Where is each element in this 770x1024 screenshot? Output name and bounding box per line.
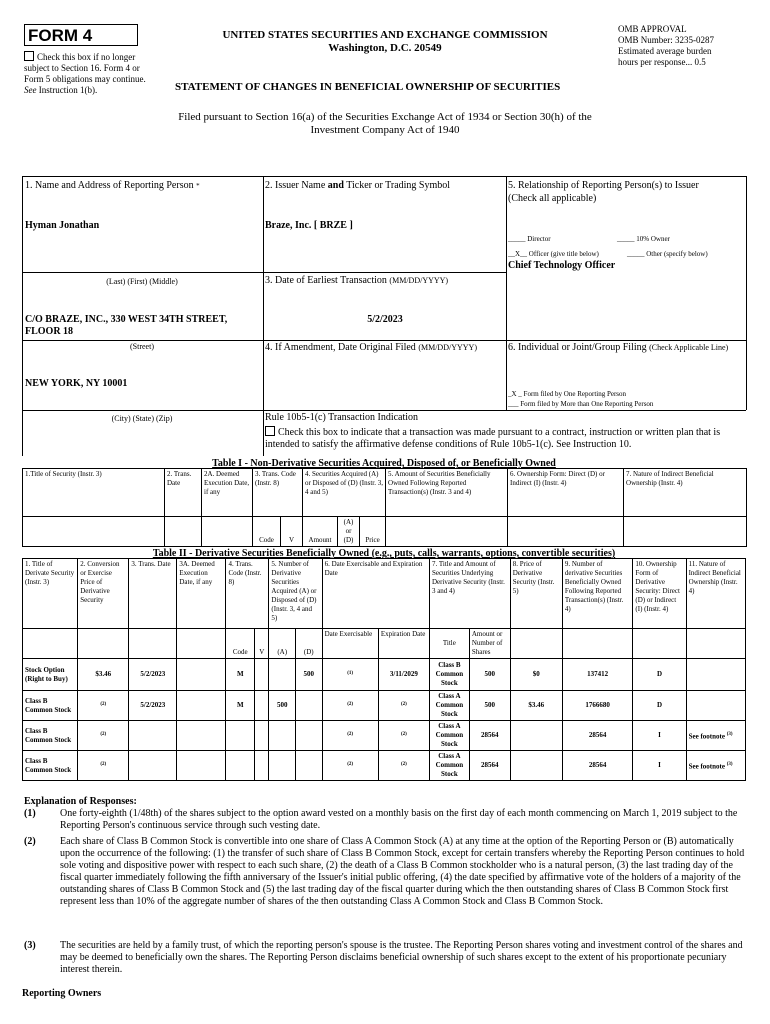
- t2-cell-underlying-amount: 28564: [469, 751, 510, 781]
- street-sublabel: (Street): [130, 342, 154, 351]
- t2-cell-ownership-form: I: [633, 751, 686, 781]
- box3-label: 3. Date of Earliest Transaction (MM/DD/YYYY): [265, 275, 449, 286]
- section16-see: See: [24, 85, 37, 95]
- t1-h-acquired: 4. Securities Acquired (A) or Disposed of (D) (Instr. 3, 4 and 5): [303, 469, 386, 517]
- footnote-ref: (1): [347, 670, 354, 676]
- t2-cell-trans-date: [129, 721, 177, 751]
- explanation-text: One forty-eighth (1/48th) of the shares subject to the option award vested on a monthly basis on the first day of each month commencing on March 1, 2019 subject to the Reporting Person's continuous service through such vesting date.: [60, 808, 738, 831]
- table1: [22, 468, 747, 547]
- t2-sub-code: Code: [226, 629, 255, 659]
- city-sublabel: (City) (State) (Zip): [111, 414, 173, 423]
- omb-number: OMB Number: 3235-0287: [618, 35, 714, 45]
- agency-location: Washington, D.C. 20549: [328, 42, 442, 54]
- nature-text: See footnote: [688, 762, 725, 771]
- t2-cell-date-exercisable: [322, 659, 378, 691]
- t1-h-deemed: 2A. Deemed Execution Date, if any: [202, 469, 253, 517]
- t2-cell-owned-following: 137412: [562, 659, 633, 691]
- rule10b-block[interactable]: [265, 426, 743, 451]
- omb-burden-line1: Estimated average burden: [618, 46, 712, 56]
- t2-cell-expiration-date: 3/11/2029: [378, 659, 429, 691]
- table2-title: Table II - Derivative Securities Beneficially Owned (e.g., puts, calls, warrants, options, convertible securities): [152, 548, 616, 559]
- t2-cell-date-exercisable: [322, 721, 378, 751]
- t2-cell-conv-price: [78, 691, 129, 721]
- footnote-ref: (2): [100, 761, 107, 767]
- box3-sublabel: (MM/DD/YYYY): [389, 276, 449, 285]
- section16-text: Check this box if no longer subject to Section 16. Form 4 or Form 5 obligations may continue.: [24, 52, 146, 84]
- form-title: FORM 4: [28, 26, 93, 45]
- t2-cell-deemed-date: [177, 751, 226, 781]
- t1-sub-a-or-d: (A) or (D): [338, 517, 360, 547]
- t2-cell-deriv-price: [510, 721, 562, 751]
- omb-approval: OMB APPROVAL: [618, 24, 687, 34]
- t1-h-ownership: 6. Ownership Form: Direct (D) or Indirect (I) (Instr. 4): [508, 469, 624, 517]
- t2-cell-conv-price: $3.46: [78, 659, 129, 691]
- box6-label: 6. Individual or Joint/Group Filing (Check Applicable Line): [508, 342, 729, 353]
- street-value-line1: C/O BRAZE, INC., 330 WEST 34TH STREET,: [25, 314, 228, 325]
- t1-h-amount: 5. Amount of Securities Beneficially Owned Following Reported Transaction(s) (Instr. 3 and 4): [386, 469, 508, 517]
- city-value: NEW YORK, NY 10001: [25, 378, 128, 389]
- t2-cell-acquired: [269, 751, 296, 781]
- t2-cell-deriv-price: $0: [510, 659, 562, 691]
- box4-label: 4. If Amendment, Date Original Filed (MM/DD/YYYY): [265, 342, 477, 353]
- t2-cell-acquired: [269, 721, 296, 751]
- footnote-ref: (2): [100, 731, 107, 737]
- t2-h-deemed: 3A. Deemed Execution Date, if any: [177, 559, 226, 629]
- footnote-ref: (3): [726, 731, 733, 737]
- box5-sublabel: (Check all applicable): [508, 193, 597, 204]
- filed-pursuant-line2: Investment Company Act of 1940: [310, 124, 460, 136]
- name-sublabel: (Last) (First) (Middle): [106, 277, 178, 286]
- t2-sub-v: V: [255, 629, 269, 659]
- reporting-person-name: Hyman Jonathan: [25, 220, 100, 231]
- t2-cell-deriv-title: Class B Common Stock: [23, 751, 78, 781]
- t2-cell-underlying-title: Class B Common Stock: [429, 659, 469, 691]
- t2-cell-ownership-form: I: [633, 721, 686, 751]
- t2-sub-exercisable: Date Exercisable: [322, 629, 378, 659]
- t2-cell-disposed: [295, 721, 322, 751]
- t2-cell-date-exercisable: [322, 751, 378, 781]
- statement-title: STATEMENT OF CHANGES IN BENEFICIAL OWNERSHIP OF SECURITIES: [175, 81, 561, 93]
- t2-cell-deemed-date: [177, 659, 226, 691]
- t2-cell-nature: [686, 721, 745, 751]
- t2-sub-expiration: Expiration Date: [378, 629, 429, 659]
- explanation-item: [24, 940, 749, 976]
- box2-label-and: and: [327, 180, 344, 191]
- t1-sub-price: Price: [360, 517, 386, 547]
- t2-cell-conv-price: [78, 721, 129, 751]
- t2-cell-trans-code: [226, 751, 255, 781]
- filed-pursuant-line1: Filed pursuant to Section 16(a) of the Securities Exchange Act of 1934 or Section 30(h) of the: [178, 111, 592, 123]
- table-row: [23, 659, 746, 691]
- t2-h-conversion: 2. Conversion or Exercise Price of Derivative Security: [78, 559, 129, 629]
- filed-by-more-line[interactable]: ___ Form filed by More than One Reporting Person: [508, 400, 654, 408]
- explanation-item: [24, 808, 749, 832]
- t2-cell-deriv-title: Class B Common Stock: [23, 691, 78, 721]
- t2-h-nature: 11. Nature of Indirect Beneficial Ownership (Instr. 4): [686, 559, 745, 629]
- t2-h-underlying: 7. Title and Amount of Securities Underlying Derivative Security (Instr. 3 and 4): [429, 559, 510, 629]
- box1-label: 1. Name and Address of Reporting Person *: [25, 180, 200, 191]
- t2-cell-expiration-date: [378, 751, 429, 781]
- t2-h-number: 5. Number of Derivative Securities Acquired (A) or Disposed of (D) (Instr. 3, 4 and 5): [269, 559, 322, 629]
- t2-h-form: 10. Ownership Form of Derivative Security: Direct (D) or Indirect (I) (Instr. 4): [633, 559, 686, 629]
- t2-cell-deemed-date: [177, 721, 226, 751]
- earliest-transaction-date: 5/2/2023: [367, 314, 403, 325]
- box2-label: 2. Issuer Name and Ticker or Trading Symbol: [265, 180, 451, 191]
- t2-h-code: 4. Trans. Code (Instr. 8): [226, 559, 269, 629]
- t2-cell-owned-following: 1766680: [562, 691, 633, 721]
- t2-cell-underlying-amount: 500: [469, 691, 510, 721]
- table1-title: Table I - Non-Derivative Securities Acquired, Disposed of, or Beneficially Owned: [212, 458, 556, 469]
- box5-label: 5. Relationship of Reporting Person(s) to Issuer: [508, 180, 699, 191]
- t2-cell-owned-following: 28564: [562, 721, 633, 751]
- t2-cell-underlying-amount: 500: [469, 659, 510, 691]
- t2-cell-underlying-amount: 28564: [469, 721, 510, 751]
- explanation-number: (1): [24, 808, 36, 819]
- t2-cell-disposed: [295, 751, 322, 781]
- t1-h-nature: 7. Nature of Indirect Beneficial Ownership (Instr. 4): [624, 469, 747, 517]
- t2-h-exercisable: 6. Date Exercisable and Expiration Date: [322, 559, 429, 629]
- section16-checkbox-block[interactable]: [24, 51, 154, 96]
- form-title-box: [24, 24, 138, 46]
- footnote-ref: (3): [726, 761, 733, 767]
- t1-h-title: 1.Title of Security (Instr. 3): [23, 469, 165, 517]
- t2-cell-nature: [686, 659, 745, 691]
- footnote-ref: (2): [400, 731, 407, 737]
- footnote-ref: (2): [347, 701, 354, 707]
- t2-cell-disposed: 500: [295, 659, 322, 691]
- t2-h-title: 1. Title of Derivate Security (Instr. 3): [23, 559, 78, 629]
- section16-instruction: Instruction 1(b).: [38, 85, 98, 95]
- explanation-item: [24, 836, 749, 908]
- t1-h-date: 2. Trans. Date: [165, 469, 202, 517]
- nature-text: See footnote: [688, 732, 725, 741]
- street-value-line2: FLOOR 18: [25, 326, 74, 337]
- filed-by-one-line[interactable]: _X _ Form filed by One Reporting Person: [508, 390, 627, 398]
- officer-title: Chief Technology Officer: [508, 260, 616, 271]
- omb-block: [618, 24, 758, 68]
- t2-cell-deriv-title: Class B Common Stock: [23, 721, 78, 751]
- explanation-title: Explanation of Responses:: [24, 796, 137, 807]
- t1-sub-code: Code: [253, 517, 281, 547]
- t2-cell-nature: [686, 751, 745, 781]
- t2-cell-v: [255, 659, 269, 691]
- t2-cell-date-exercisable: [322, 691, 378, 721]
- t2-cell-trans-code: M: [226, 691, 255, 721]
- t2-cell-trans-date: 5/2/2023: [129, 659, 177, 691]
- t2-cell-expiration-date: [378, 721, 429, 751]
- t2-cell-acquired: 500: [269, 691, 296, 721]
- t2-cell-acquired: [269, 659, 296, 691]
- t2-sub-title: Title: [429, 629, 469, 659]
- issuer-name: Braze, Inc. [ BRZE ]: [265, 220, 353, 231]
- section16-checkbox[interactable]: [24, 51, 34, 61]
- footnote-ref: (2): [347, 731, 354, 737]
- t2-cell-deriv-title: Stock Option (Right to Buy): [23, 659, 78, 691]
- agency-name: UNITED STATES SECURITIES AND EXCHANGE COMMISSION: [222, 29, 548, 41]
- box4-sublabel: (MM/DD/YYYY): [418, 343, 477, 352]
- t2-h-owned: 9. Number of derivative Securities Beneficially Owned Following Reported Transaction(s) (Instr. 4): [562, 559, 633, 629]
- t2-cell-ownership-form: D: [633, 659, 686, 691]
- t2-cell-disposed: [295, 691, 322, 721]
- box1-label-mark: *: [196, 182, 200, 190]
- omb-burden-line2: hours per response... 0.5: [618, 57, 706, 67]
- t2-cell-deriv-price: $3.46: [510, 691, 562, 721]
- rule10b-checkbox[interactable]: [265, 426, 275, 436]
- t2-sub-amount: Amount or Number of Shares: [469, 629, 510, 659]
- explanation-text: The securities are held by a family trust, of which the reporting person's spouse is the trustee. The Reporting Person shares voting and investment control of the shares and may be deemed to beneficially own the shares. The Reporting Person disclaims beneficial ownership of such shares except to the extent of his proportionate pecuniary interest therein.: [60, 940, 743, 975]
- t2-cell-v: [255, 751, 269, 781]
- t2-cell-v: [255, 691, 269, 721]
- t2-cell-v: [255, 721, 269, 751]
- table-row: [23, 721, 746, 751]
- t2-cell-trans-date: 5/2/2023: [129, 691, 177, 721]
- t1-sub-v: V: [281, 517, 303, 547]
- t2-cell-trans-code: [226, 721, 255, 751]
- t2-h-price: 8. Price of Derivative Security (Instr. 5): [510, 559, 562, 629]
- t2-h-date: 3. Trans. Date: [129, 559, 177, 629]
- t2-cell-underlying-title: Class A Common Stock: [429, 691, 469, 721]
- footnote-ref: (2): [347, 761, 354, 767]
- t2-cell-conv-price: [78, 751, 129, 781]
- t2-cell-underlying-title: Class A Common Stock: [429, 721, 469, 751]
- box6-sublabel: (Check Applicable Line): [649, 343, 729, 352]
- t2-cell-deemed-date: [177, 691, 226, 721]
- director-checkline[interactable]: _____ Director: [508, 235, 551, 243]
- t2-cell-ownership-form: D: [633, 691, 686, 721]
- rule10b-text: Check this box to indicate that a transaction was made pursuant to a contract, instruction or written plan that is intended to satisfy the affirmative defense conditions of Rule 10b5-1(c). See Instruction 10.: [265, 427, 721, 450]
- explanation-number: (3): [24, 940, 36, 951]
- t2-cell-trans-date: [129, 751, 177, 781]
- other-checkline[interactable]: _____ Other (specify below): [627, 250, 708, 258]
- t2-cell-trans-code: M: [226, 659, 255, 691]
- explanation-number: (2): [24, 836, 36, 847]
- t2-cell-nature: [686, 691, 745, 721]
- t2-sub-d: (D): [295, 629, 322, 659]
- ten-percent-checkline[interactable]: _____ 10% Owner: [617, 235, 670, 243]
- table2: [22, 558, 746, 781]
- reporting-owners-heading: Reporting Owners: [22, 988, 102, 999]
- t2-sub-a: (A): [269, 629, 296, 659]
- explanation-text: Each share of Class B Common Stock is convertible into one share of Class A Common Stock (A) at any time at the option of the Reporting Person or (B) automatically upon the occurrence of the following: (1) the transfer of such share of Class B Common Stock, except for certain transfers whereby the Reporting Person continues to hold sole voting and dispositive power with respect to each such share, (2) the death of a Class B Common stockholder who is a natural person, (3) the last trading day of the fiscal quarter immediately following the fifth anniversary of the Issuer's initial public offering, (4) the date specified by affirmative vote of the holders of a majority of the outstanding shares of Class B Common Stock and (5) the last trading day of the fiscal quarter during which the then outstanding shares of Class B Common Stock first represent less than 10% of the aggregate number of shares of the then outstanding Class A Common Stock and Class B Common Stock.: [60, 836, 745, 907]
- t1-sub-amount: Amount: [303, 517, 338, 547]
- t2-cell-deriv-price: [510, 751, 562, 781]
- t2-cell-expiration-date: [378, 691, 429, 721]
- t1-h-code: 3. Trans. Code (Instr. 8): [253, 469, 303, 517]
- t2-cell-owned-following: 28564: [562, 751, 633, 781]
- table-row: [23, 751, 746, 781]
- rule10b-title: Rule 10b5-1(c) Transaction Indication: [265, 412, 419, 423]
- footnote-ref: (2): [400, 701, 407, 707]
- footnote-ref: (2): [400, 761, 407, 767]
- t2-cell-underlying-title: Class A Common Stock: [429, 751, 469, 781]
- officer-checkline[interactable]: __X__ Officer (give title below): [508, 250, 599, 258]
- table-row: [23, 691, 746, 721]
- footnote-ref: (2): [100, 701, 107, 707]
